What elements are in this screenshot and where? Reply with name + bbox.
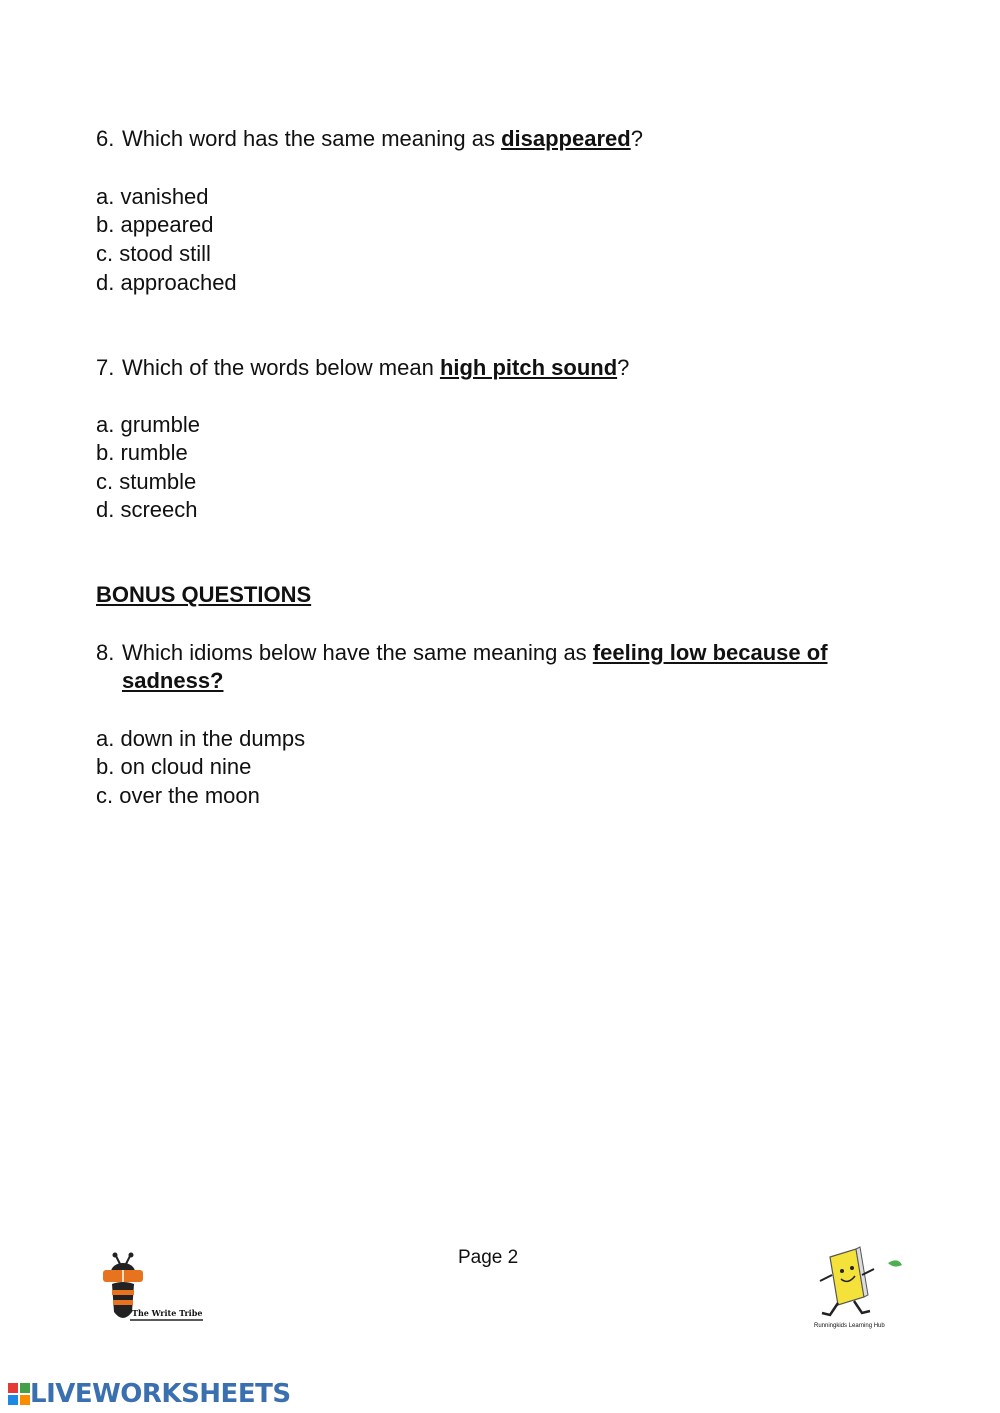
question-suffix: ?	[617, 355, 630, 380]
option-8b: b. on cloud nine	[96, 754, 252, 779]
option-7a: a. grumble	[96, 412, 200, 437]
question-keyword: high pitch sound	[439, 355, 618, 380]
liveworksheets-text: LIVEWORKSHEETS	[30, 1379, 291, 1409]
option-7c: c. stumble	[96, 469, 197, 494]
question-8	[96, 639, 828, 693]
option-6d: d. approached	[96, 270, 237, 295]
option-7b: b. rumble	[96, 440, 188, 465]
question-suffix: ?	[630, 126, 643, 151]
question-keyword: disappeared	[501, 126, 631, 151]
question-number: 8.	[96, 640, 115, 665]
question-text: Which idioms below have the same meaning as	[122, 640, 593, 665]
bonus-heading: BONUS QUESTIONS	[96, 582, 312, 607]
question-number: 6.	[96, 126, 115, 151]
liveworksheets-icon	[8, 1383, 30, 1405]
question-7	[96, 354, 629, 382]
question-number: 7.	[96, 355, 115, 380]
option-6c: c. stood still	[96, 241, 211, 266]
bee-icon	[100, 1250, 210, 1330]
question-keyword: feeling low because of	[592, 640, 828, 665]
write-tribe-text: The Write Tribe	[132, 1308, 203, 1318]
question-keyword-continued: sadness?	[122, 668, 224, 693]
option-8c: c. over the moon	[96, 783, 260, 808]
option-6a: a. vanished	[96, 184, 209, 209]
liveworksheets-brand	[8, 1378, 291, 1410]
question-6	[96, 125, 643, 153]
running-book-icon	[808, 1245, 908, 1325]
runningkids-logo	[808, 1245, 908, 1345]
option-7d: d. screech	[96, 497, 198, 522]
runningkids-text: Runningkids Learning Hub	[814, 1323, 885, 1329]
write-tribe-logo	[100, 1250, 210, 1330]
question-text: Which word has the same meaning as	[122, 126, 502, 151]
option-8a: a. down in the dumps	[96, 726, 306, 751]
option-6b: b. appeared	[96, 212, 214, 237]
page-number: Page 2	[458, 1247, 519, 1268]
question-text: Which of the words below mean	[122, 355, 440, 380]
